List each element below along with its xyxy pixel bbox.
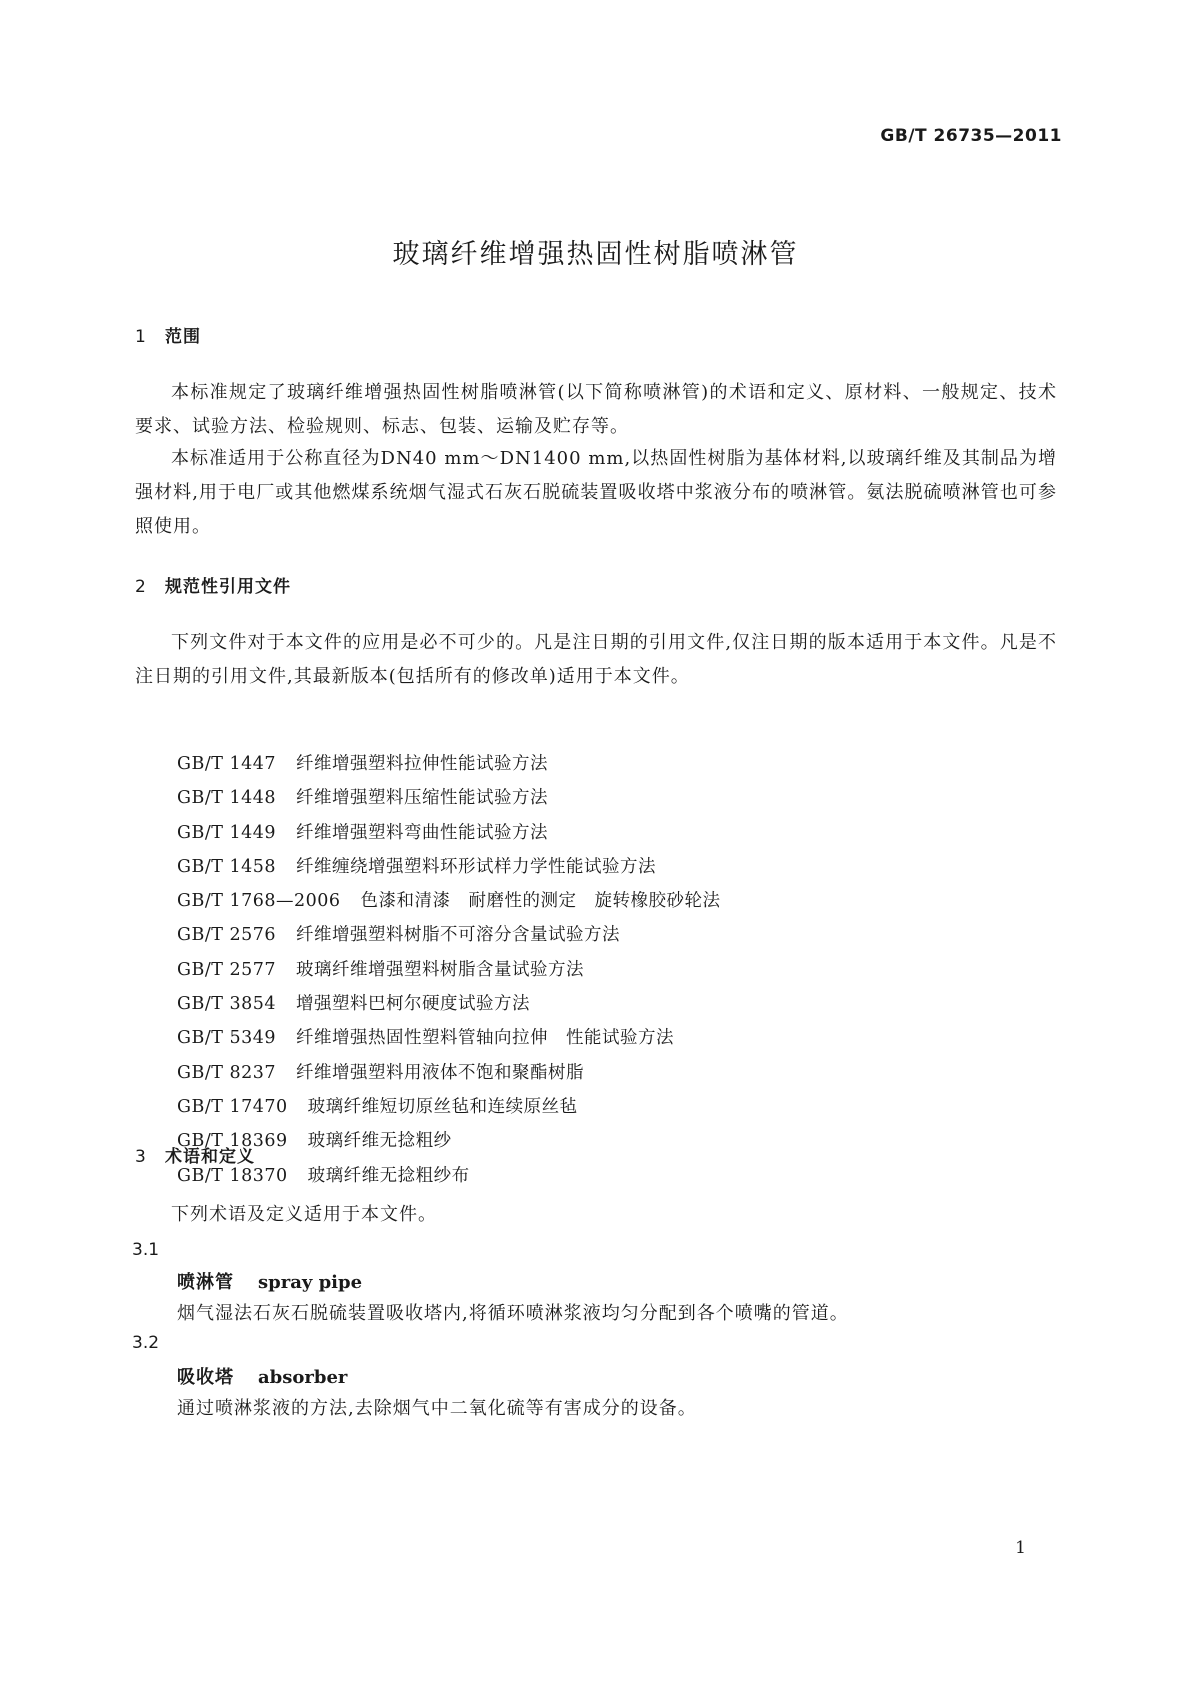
reference-code: GB/T 1458: [177, 856, 277, 877]
reference-title: 增强塑料巴柯尔硬度试验方法: [296, 994, 531, 1015]
reference-item: [177, 953, 721, 987]
section-2-number: 2: [135, 577, 147, 597]
reference-item: [177, 1090, 721, 1124]
term-definition: 烟气湿法石灰石脱硫装置吸收塔内,将循环喷淋浆液均匀分配到各个喷嘴的管道。: [177, 1303, 849, 1324]
reference-title: 玻璃纤维短切原丝毡和连续原丝毡: [307, 1096, 578, 1117]
reference-title: 纤维增强塑料树脂不可溶分含量试验方法: [296, 925, 621, 946]
reference-item: [177, 1159, 721, 1193]
reference-code: GB/T 3854: [177, 994, 277, 1015]
section-1-paragraph-2: 本标准适用于公称直径为DN40 mm～DN1400 mm,以热固性树脂为基体材料,以玻璃纤维及其制品为增强材料,用于电厂或其他燃煤系统烟气湿式石灰石脱硫装置吸收塔中浆液分布的喷淋管。氨法脱硫喷淋管也可参照使用。: [135, 448, 1057, 537]
reference-item: [177, 918, 721, 952]
reference-code: GB/T 18370: [177, 1165, 288, 1186]
section-2-heading: [135, 572, 291, 597]
document-title: 玻璃纤维增强热固性树脂喷淋管: [392, 239, 799, 270]
reference-code: GB/T 18369: [177, 1131, 288, 1152]
reference-title: 纤维增强塑料弯曲性能试验方法: [296, 822, 549, 843]
term-english: spray pipe: [258, 1272, 363, 1293]
section-1-paragraph-1: 本标准规定了玻璃纤维增强热固性树脂喷淋管(以下简称喷淋管)的术语和定义、原材料、一般规定、技术要求、试验方法、检验规则、标志、包装、运输及贮存等。: [135, 382, 1057, 437]
reference-code: GB/T 1449: [177, 822, 277, 843]
term-chinese: 吸收塔: [177, 1367, 234, 1388]
reference-code: GB/T 1448: [177, 788, 277, 809]
reference-item: [177, 987, 721, 1021]
standard-code: GB/T 26735—2011: [880, 126, 1062, 146]
reference-item: [177, 781, 721, 815]
reference-title: 纤维缠绕增强塑料环形试样力学性能试验方法: [296, 856, 657, 877]
reference-title: 玻璃纤维无捻粗纱布: [307, 1165, 470, 1186]
reference-item: [177, 850, 721, 884]
term-chinese: 喷淋管: [177, 1272, 234, 1293]
section-3-heading: [135, 1142, 255, 1167]
reference-item: [177, 747, 721, 781]
reference-title: 纤维增强塑料拉伸性能试验方法: [296, 754, 549, 774]
term-definition: 通过喷淋浆液的方法,去除烟气中二氧化硫等有害成分的设备。: [177, 1398, 697, 1419]
section-1-title: 范围: [165, 327, 201, 347]
reference-item: [177, 1124, 721, 1158]
term-english: absorber: [258, 1367, 348, 1388]
reference-item: [177, 816, 721, 850]
reference-code: GB/T 2577: [177, 959, 277, 980]
section-2-intro: 下列文件对于本文件的应用是必不可少的。凡是注日期的引用文件,仅注日期的版本适用于本文件。凡是不注日期的引用文件,其最新版本(包括所有的修改单)适用于本文件。: [135, 632, 1057, 687]
reference-title: 玻璃纤维无捻粗纱: [307, 1131, 452, 1152]
reference-list: [177, 747, 721, 1193]
reference-code: GB/T 1447: [177, 754, 277, 774]
reference-title: 纤维增强热固性塑料管轴向拉伸 性能试验方法: [296, 1028, 675, 1049]
term-heading: [177, 1268, 362, 1294]
term-number: 3.2: [132, 1333, 160, 1353]
reference-title: 色漆和清漆 耐磨性的测定 旋转橡胶砂轮法: [360, 891, 721, 912]
reference-title: 纤维增强塑料用液体不饱和聚酯树脂: [296, 1062, 585, 1083]
term-heading: [177, 1363, 347, 1389]
term-number: 3.1: [132, 1240, 160, 1260]
reference-code: GB/T 2576: [177, 925, 277, 946]
section-1-number: 1: [135, 327, 147, 347]
reference-code: GB/T 5349: [177, 1028, 277, 1049]
reference-code: GB/T 17470: [177, 1096, 288, 1117]
reference-item: [177, 1056, 721, 1090]
section-1-heading: [135, 322, 201, 347]
reference-item: [177, 884, 721, 918]
section-3-number: 3: [135, 1147, 147, 1167]
reference-title: 纤维增强塑料压缩性能试验方法: [296, 788, 549, 809]
reference-title: 玻璃纤维增强塑料树脂含量试验方法: [296, 959, 585, 980]
reference-code: GB/T 8237: [177, 1062, 277, 1083]
section-3-intro: 下列术语及定义适用于本文件。: [171, 1204, 437, 1225]
section-3-title: 术语和定义: [165, 1147, 255, 1167]
reference-item: [177, 1021, 721, 1055]
page-number: 1: [1015, 1538, 1026, 1558]
section-2-title: 规范性引用文件: [165, 577, 291, 597]
reference-code: GB/T 1768—2006: [177, 891, 341, 912]
